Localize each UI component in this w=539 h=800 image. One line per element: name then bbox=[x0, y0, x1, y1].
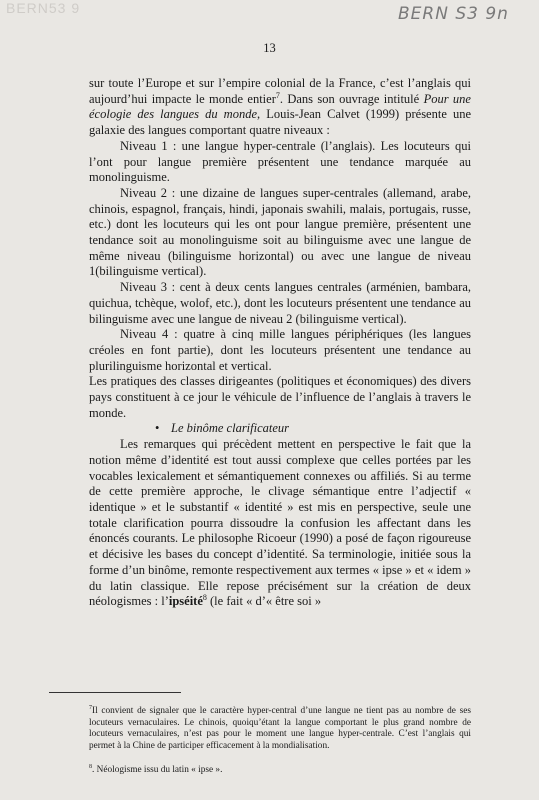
intro-text-b: . Dans son ouvrage intitulé bbox=[279, 91, 424, 106]
footnotes bbox=[89, 706, 471, 777]
footnote-separator bbox=[49, 692, 181, 693]
paragraph-niveau-2: Niveau 2 : une dizaine de langues super-centrales (allemand, arabe, chinois, espagnol, français, hindi, japonais swahili, malais, portugais, russe, etc.) dont les locuteurs qui les ont pour langue première, présentent une tendance soit au monolinguisme soit au bilinguisme avec une langue de même niveau (bilinguisme horizontal) ou avec une langue de niveau 1(bilinguisme vertical). bbox=[89, 185, 471, 279]
page-number: 13 bbox=[263, 41, 276, 55]
archive-stamp-faded: BERN53 9 bbox=[6, 0, 81, 16]
paragraph-niveau-1: Niveau 1 : une langue hyper-centrale (l’anglais). Les locuteurs qui l’ont pour langue première présentent une tendance marquée au monolinguisme. bbox=[89, 138, 471, 185]
bullet-icon: • bbox=[155, 421, 160, 436]
paragraph-niveau-3: Niveau 3 : cent à deux cents langues centrales (arménien, bambara, quichua, tchèque, wolof, etc.), dont les locuteurs présentent une tendance au bilinguisme avec une langue de niveau 2 (bilinguisme vertical). bbox=[89, 280, 471, 326]
archive-stamp-handwritten: BERN S3 9n bbox=[398, 4, 509, 24]
footnote-8-text: . Néologisme issu du latin « ipse ». bbox=[92, 765, 223, 775]
body-text bbox=[89, 76, 471, 610]
footnote-7-mark: 7 bbox=[89, 704, 92, 711]
term-ipseite: ipséité bbox=[168, 594, 203, 609]
paragraph-niveau-4: Niveau 4 : quatre à cinq mille langues périphériques (les langues créoles en font partie), dont les locuteurs présentent une tendance au plurilinguisme horizontal et vertical. bbox=[89, 327, 471, 373]
footnote-ref-7: 7 bbox=[275, 90, 280, 100]
paragraph-intro bbox=[89, 76, 471, 139]
binome-text: Les remarques qui précèdent mettent en perspective le fait que la notion même d’identité est tout aussi complexe que celles portées par les vocables lexicalement et sémantiquement connexes ou affiliés. Si au terme de cette première approche, le clivage sémantique entre l’adjectif « identique » et le substantif « identité » est mis en perspective, seule une totale clarification pourra dissoudre la confusion les affectant dans les énoncés courants. Le philosophe Ricoeur (1990) a posé de façon rigoureuse et décisive les bases du concept d’identité. Sa terminologie, initiée sous la forme d’un binôme, remonte respectivement aux termes « ipse » et « idem » du latin classique. Elle repose précisément sur la création de deux néologismes : l’ bbox=[89, 437, 471, 609]
paragraph-pratiques: Les pratiques des classes dirigeantes (politiques et économiques) des divers pays constituent à ce jour le véhicule de l’influence de l’anglais à travers le monde. bbox=[89, 374, 471, 420]
section-heading-text: Le binôme clarificateur bbox=[171, 421, 290, 436]
footnote-7-text: Il convient de signaler que le caractère hyper-central d’une langue ne tient pas au nombre de ses locuteurs vernaculaires. Le chinois, quoiqu’étant la langue comportant le plus grand nombre de locuteurs vernaculaires, n’est pas pour le moment une langue hyper-centrale. C’est l’anglais qui permet à la Chine de participer efficacement à la mondialisation. bbox=[89, 706, 471, 751]
footnote-ref-8: 8 bbox=[202, 593, 207, 603]
binome-text-end: (le fait « d’« être soi » bbox=[206, 594, 322, 609]
intro-text: sur toute l’Europe et sur l’empire colonial de la France, c’est l’anglais qui aujourd’hui impacte le monde entier bbox=[89, 76, 471, 106]
book-title: Pour une écologie des langues du monde bbox=[89, 91, 471, 122]
footnote-8 bbox=[89, 765, 471, 777]
intro-text-c: , Louis-Jean Calvet (1999) présente une galaxie des langues comportant quatre niveaux : bbox=[89, 107, 471, 138]
section-heading bbox=[89, 421, 471, 437]
footnote-8-mark: 8 bbox=[89, 763, 92, 770]
footnote-7 bbox=[89, 706, 471, 752]
paragraph-binome bbox=[89, 437, 471, 610]
